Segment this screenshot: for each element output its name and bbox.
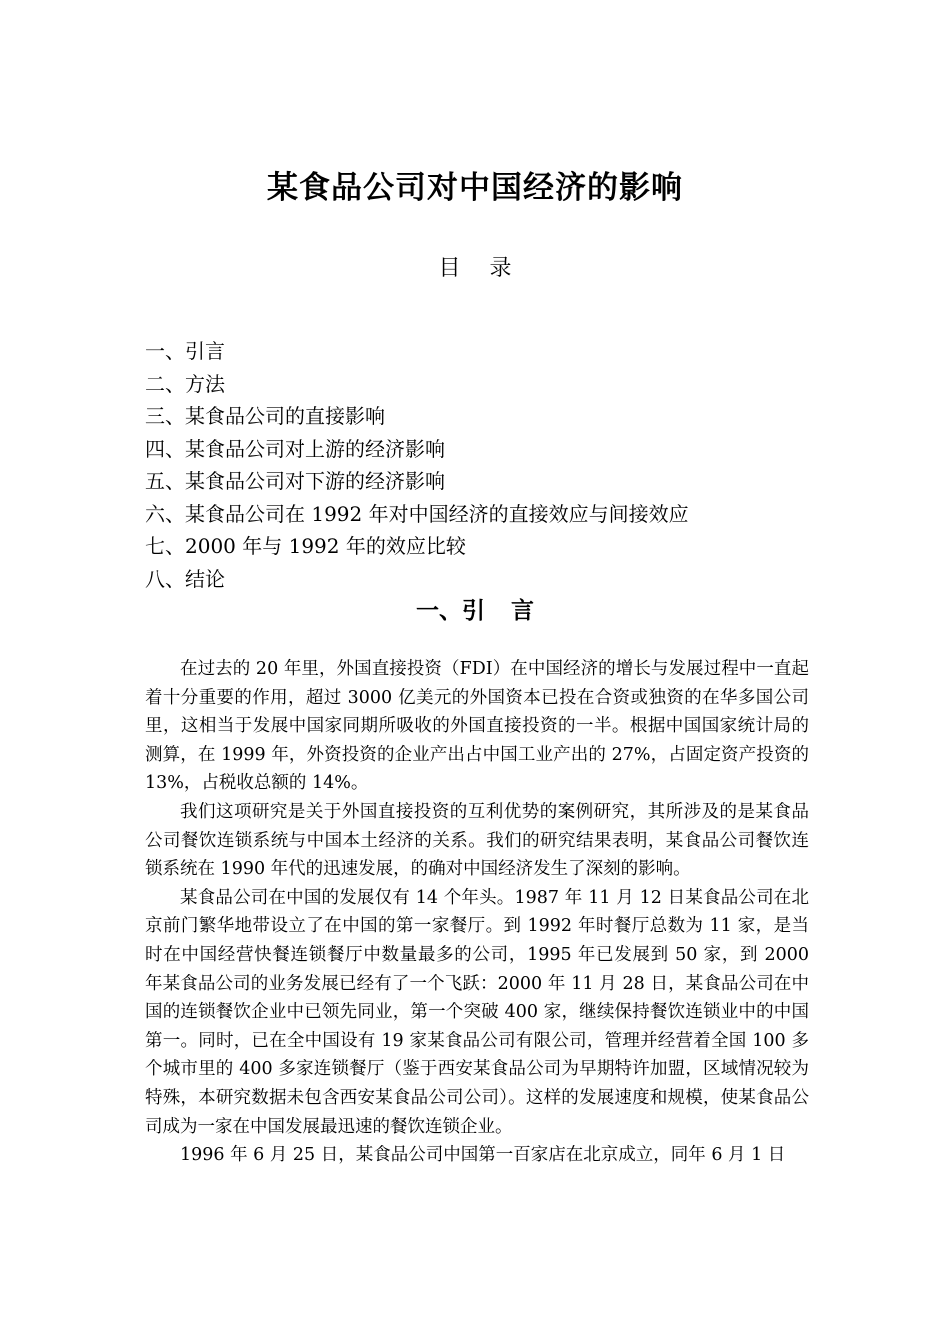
paragraph: 某食品公司在中国的发展仅有 14 个年头。1987 年 11 月 12 日某食品公司在北京前门繁华地带设立了在中国的第一家餐厅。到 1992 年时餐厅总数为 11 家，是当时在中国经营快餐连锁餐厅中数量最多的公司，1995 年已发展到 50 家，到 2000 年某食品公司的业务发展已经有了一个飞跃：2000 年 11 月 28 日，某食品公司在中国的连锁餐饮企业中已领先同业，第一个突破 400 家，继续保持餐饮连锁业中的中国第一。同时，已在全中国设有 19 家某食品公司有限公司，管理并经营着全国 100 多个城市里的 400 多家连锁餐厅（鉴于西安某食品公司为早期特许加盟，区域情况较为特殊，本研究数据未包含西安某食品公司公司）。这样的发展速度和规模，使某食品公司成为一家在中国发展最迅速的餐饮连锁企业。	[145, 887, 809, 1137]
toc-item: 二、方法	[145, 371, 225, 396]
body-text	[145, 655, 809, 1170]
toc-item: 五、某食品公司对下游的经济影响	[145, 469, 445, 493]
table-of-contents	[145, 335, 825, 595]
paragraph: 1996 年 6 月 25 日，某食品公司中国第一百家店在北京成立，同年 6 月 1 日	[180, 1145, 786, 1166]
paragraph: 在过去的 20 年里，外国直接投资（FDI）在中国经济的增长与发展过程中一直起着十分重要的作用，超过 3000 亿美元的外国资本已投在合资或独资的在华多国公司里，这相当于发展中国家同期所吸收的外国直接投资的一半。根据中国国家统计局的测算，在 1999 年，外资投资的企业产出占中国工业产出的 27%，占固定资产投资的 13%，占税收总额的 14%。	[145, 659, 809, 794]
section-heading-introduction: 一、引 言	[415, 597, 534, 624]
paragraph: 我们这项研究是关于外国直接投资的互利优势的案例研究，其所涉及的是某食品公司餐饮连锁系统与中国本土经济的关系。我们的研究结果表明，某食品公司餐饮连锁系统在 1990 年代的迅速发展，的确对中国经济发生了深刻的影响。	[145, 801, 809, 880]
toc-item: 七、2000 年与 1992 年的效应比较	[145, 534, 466, 558]
toc-item: 六、某食品公司在 1992 年对中国经济的直接效应与间接效应	[145, 501, 689, 526]
toc-item: 三、某食品公司的直接影响	[145, 404, 385, 428]
toc-heading: 目 录	[438, 256, 512, 281]
toc-item: 一、引言	[145, 339, 225, 363]
toc-item: 四、某食品公司对上游的经济影响	[145, 436, 445, 461]
toc-item: 八、结论	[145, 566, 225, 591]
document-title: 某食品公司对中国经济的影响	[267, 170, 683, 206]
